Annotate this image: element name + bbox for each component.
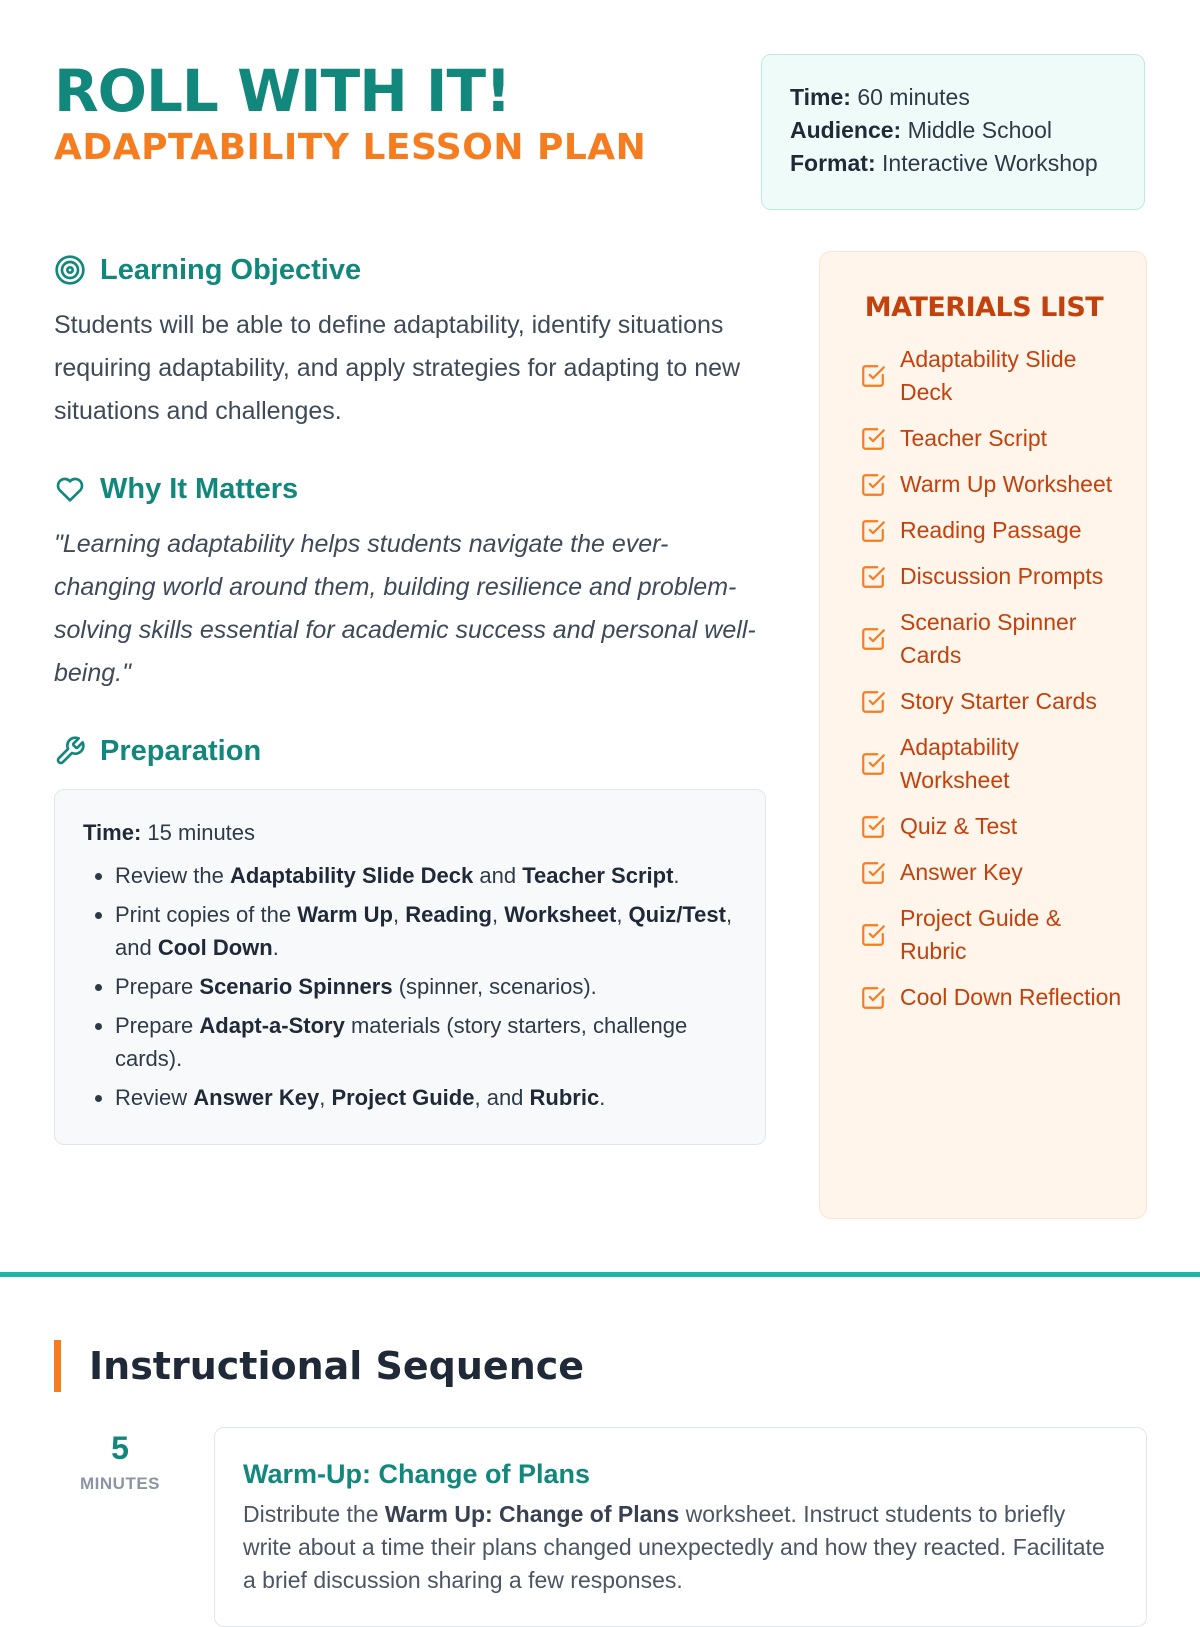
page-subtitle: ADAPTABILITY LESSON PLAN <box>54 127 647 168</box>
list-item: • Review the Adaptability Slide Deck and Teacher Script. <box>115 859 737 892</box>
list-item: • Print copies of the Warm Up, Reading, Worksheet, Quiz/Test, and Cool Down. <box>115 898 737 964</box>
objective-heading: Learning Objective <box>54 250 766 290</box>
heart-icon <box>54 473 86 505</box>
materials-list <box>819 251 1147 1219</box>
checkbox-icon <box>860 922 886 948</box>
material-item: Answer Key <box>860 856 1128 889</box>
step-title: Warm-Up: Change of Plans <box>243 1459 591 1489</box>
why-heading: Why It Matters <box>54 469 766 509</box>
material-item: Warm Up Worksheet <box>860 468 1128 501</box>
material-item: Story Starter Cards <box>860 685 1128 718</box>
wrench-icon <box>54 735 86 767</box>
preparation-heading: Preparation <box>54 731 766 771</box>
target-icon <box>54 254 86 286</box>
material-item: Reading Passage <box>860 514 1128 547</box>
checkbox-icon <box>860 518 886 544</box>
checkbox-icon <box>860 626 886 652</box>
material-item: Scenario Spinner Cards <box>860 606 1128 672</box>
preparation-list <box>83 859 737 1114</box>
info-audience: Audience: Middle School <box>790 117 1053 143</box>
checkbox-icon <box>860 472 886 498</box>
list-item: • Prepare Adapt-a-Story materials (story starters, challenge cards). <box>115 1009 737 1075</box>
checkbox-icon <box>860 564 886 590</box>
why-quote: "Learning adaptability helps students navigate the ever-changing world around them, building resilience and problem-solving skills essential for academic success and personal well-being." <box>54 530 756 687</box>
material-item: Cool Down Reflection <box>860 981 1128 1014</box>
materials-items <box>860 343 1128 1014</box>
heading-accent-bar <box>54 1340 61 1392</box>
step-duration <box>70 1428 170 1494</box>
step-card <box>214 1427 1147 1627</box>
checkbox-icon <box>860 860 886 886</box>
info-time: Time: 60 minutes <box>790 84 970 110</box>
material-item: Adaptability Worksheet <box>860 731 1128 797</box>
material-item: Discussion Prompts <box>860 560 1128 593</box>
step-duration-number: 5 <box>111 1430 129 1466</box>
checkbox-icon <box>860 751 886 777</box>
step-description: Distribute the Warm Up: Change of Plans worksheet. Instruct students to briefly write about a time their plans changed unexpectedly and how they reacted. Facilitate a brief discussion sharing a few responses. <box>243 1501 1105 1593</box>
material-item: Project Guide & Rubric <box>860 902 1128 968</box>
checkbox-icon <box>860 689 886 715</box>
checkbox-icon <box>860 426 886 452</box>
checkbox-icon <box>860 363 886 389</box>
step-duration-unit: MINUTES <box>80 1474 160 1493</box>
list-item: • Review Answer Key, Project Guide, and Rubric. <box>115 1081 737 1114</box>
materials-title: MATERIALS LIST <box>864 292 1104 323</box>
lesson-info-box <box>761 54 1145 210</box>
list-item: • Prepare Scenario Spinners (spinner, scenarios). <box>115 970 737 1003</box>
material-item: Adaptability Slide Deck <box>860 343 1128 409</box>
page-title: ROLL WITH IT! <box>54 57 511 125</box>
section-divider <box>0 1272 1200 1277</box>
preparation-time: Time: 15 minutes <box>83 820 256 845</box>
info-format: Format: Interactive Workshop <box>790 150 1098 176</box>
material-item: Quiz & Test <box>860 810 1128 843</box>
page-header <box>54 58 734 170</box>
preparation-box <box>54 789 766 1145</box>
objective-text: Students will be able to define adaptability, identify situations requiring adaptability, and apply strategies for adapting to new situations and challenges. <box>54 311 741 425</box>
sequence-heading: Instructional Sequence <box>54 1340 584 1392</box>
material-item: Teacher Script <box>860 422 1128 455</box>
checkbox-icon <box>860 814 886 840</box>
left-column <box>54 250 766 1145</box>
checkbox-icon <box>860 985 886 1011</box>
